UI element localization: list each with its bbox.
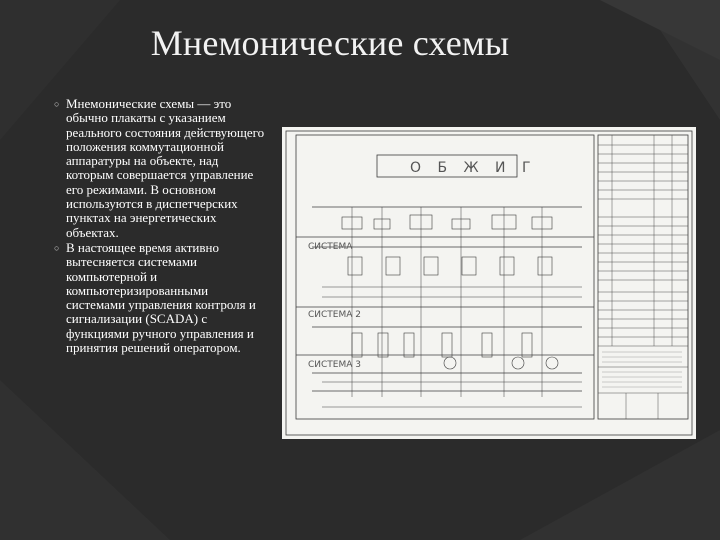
paragraph-current-state (54, 241, 268, 355)
bullet-icon: ○ (54, 242, 60, 253)
drawing-label-system-2: СИСТЕМА 2 (308, 310, 361, 320)
mnemonic-scheme-drawing (282, 127, 696, 439)
drawing-label-system-1: СИСТЕМА (308, 242, 353, 252)
bullet-icon: ○ (54, 99, 60, 109)
slide-body (54, 97, 268, 355)
paragraph-definition (54, 97, 268, 240)
paragraph-text: — это обычно плакаты с указанием реального состояния действующего положения коммутационной аппаратуры на объекте, над которым совершается управление его режимами. В основном используются в диспетчерских пунктах на энергетических объектах. (66, 96, 265, 240)
paragraph-text: В настоящее время активно вытесняется системами компьютерной и компьютеризированными системами управления контроля и сигнализации (SCADA) с функциями ручного управления и принятия решений оператором. (66, 239, 256, 356)
scheme-svg (282, 127, 696, 439)
paragraph-lead: Мнемонические схемы (66, 96, 195, 111)
slide-title: Мнемонические схемы (150, 23, 510, 63)
drawing-label-system-3: СИСТЕМА 3 (308, 360, 361, 370)
drawing-caption: О Б Ж И Г (410, 160, 537, 176)
